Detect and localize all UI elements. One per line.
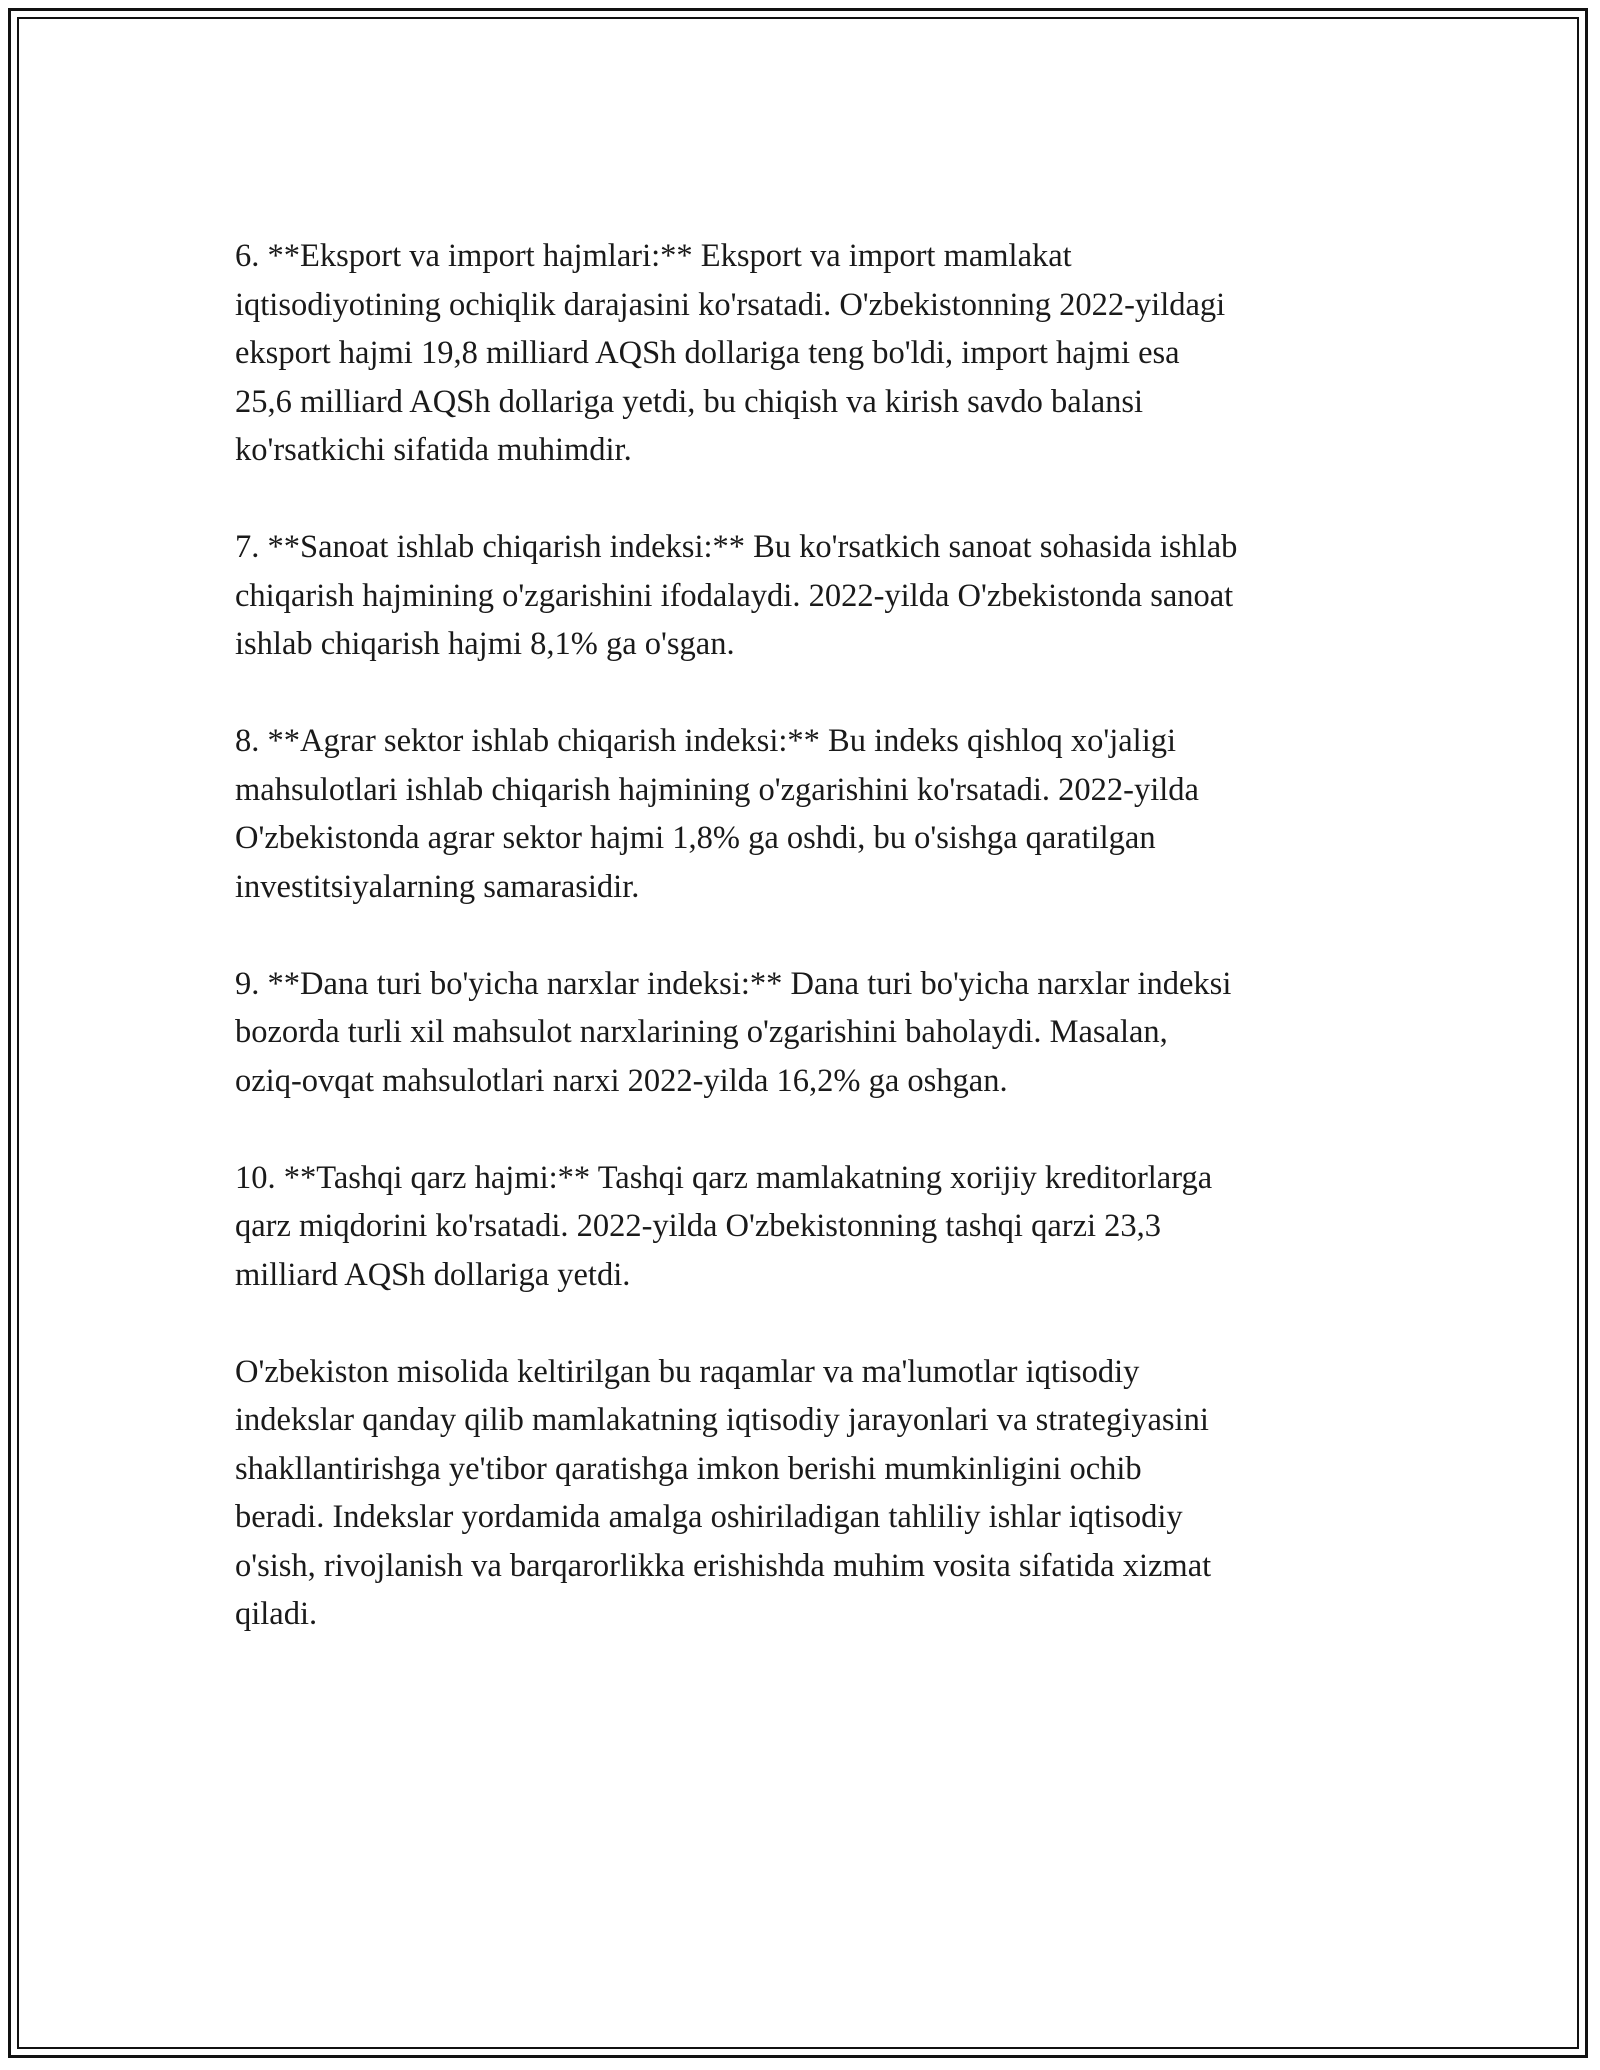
paragraph-external-debt: 10. **Tashqi qarz hajmi:** Tashqi qarz mamlakatning xorijiy kreditorlarga qarz miqdorini ko'rsatadi. 2022-yilda O'zbekistonning tashqi qarzi 23,3 milliard AQSh dollariga yetdi. [235, 1159, 1213, 1293]
paragraph-industrial-production: 7. **Sanoat ishlab chiqarish indeksi:** Bu ko'rsatkich sanoat sohasida ishlab chiqarish hajmining o'zgarishini ifodalaydi. 2022-yilda O'zbekistonda sanoat ishlab chiqarish hajmi 8,1% ga o'sgan. [235, 529, 1238, 662]
paragraph-exports-imports: 6. **Eksport va import hajmlari:** Eksport va import mamlakat iqtisodiyotining ochiqlik darajasini ko'rsatadi. O'zbekistonning 2022-yildagi eksport hajmi 19,8 milliard AQSh dollariga teng bo'ldi, import hajmi esa 25,6 milliard AQSh dollariga yetdi, bu chiqish va kirish savdo balansi ko'rsatkichi sifatida muhimdir. [235, 238, 1226, 468]
paragraph-conclusion: O'zbekiston misolida keltirilgan bu raqamlar va ma'lumotlar iqtisodiy indekslar qanday qilib mamlakatning iqtisodiy jarayonlari va strategiyasini shakllantirishga ye'tibor qaratishga imkon berishi mumkinligini ochib beradi. Indekslar yordamida amalga oshiriladigan tahliliy ishlar iqtisodiy o'sish, rivojlanish va barqarorlikka erishishda muhim vosita sifatida xizmat qiladi. [235, 1353, 1212, 1632]
document-body [235, 232, 1385, 1687]
paragraph-agrarian-sector: 8. **Agrar sektor ishlab chiqarish indeksi:** Bu indeks qishloq xo'jaligi mahsulotlari ishlab chiqarish hajmining o'zgarishini ko'rsatadi. 2022-yilda O'zbekistonda agrar sektor hajmi 1,8% ga oshdi, bu o'sishga qaratilgan investitsiyalarning samarasidir. [235, 723, 1199, 905]
paragraph-price-index: 9. **Dana turi bo'yicha narxlar indeksi:** Dana turi bo'yicha narxlar indeksi bozorda turli xil mahsulot narxlarining o'zgarishini baholaydi. Masalan, oziq-ovqat mahsulotlari narxi 2022-yilda 16,2% ga oshgan. [235, 965, 1232, 1099]
